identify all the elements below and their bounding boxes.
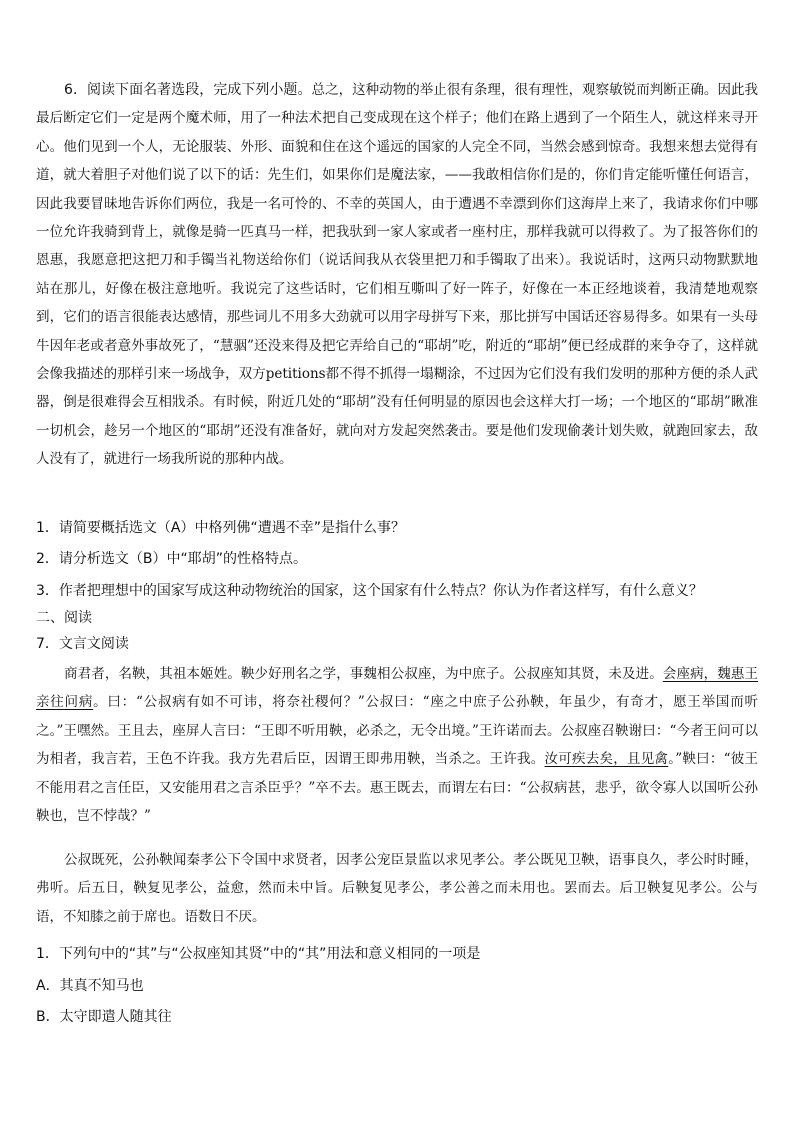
q6-subquestion-3: 3．作者把理想中的国家写成这种动物统治的国家，这个国家有什么特点？你认为作者这样写，有什么意义？ — [36, 583, 703, 599]
q6-instruction: 阅读下面名著选段，完成下列小题。 — [86, 82, 312, 98]
q6-passage — [36, 76, 758, 474]
q7-option-b: B．太守即遣人随其往 — [36, 1009, 172, 1025]
q7-p1-underlined-2: 汝可疾去矣，且见禽 — [544, 751, 669, 768]
q6-number: 6． — [64, 82, 87, 98]
q7-title: 7．文言文阅读 — [36, 636, 129, 652]
q7-classical-paragraph-2: 公叔既死，公孙鞅闻秦孝公下令国中求贤者，因孝公宠臣景监以求见孝公。孝公既见卫鞅，语事良久，孝公时时睡，弗听。后五日，鞅复见孝公，益愈，然而未中旨。后鞅复见孝公，孝公善之而未用也。罢而去。后卫鞅复见孝公。公与语，不知膝之前于席也。语数日不厌。 — [36, 852, 758, 925]
q6-subquestion-2: 2．请分析选文（B）中“耶胡”的性格特点。 — [36, 551, 308, 567]
q7-option-a: A．其真不知马也 — [36, 978, 144, 994]
q7-p1-text-2: 。曰：“公叔病有如不可讳，将奈社稷何？”公叔曰：“座之中庶子公孙鞅，年虽少，有奇才，愿王举国而听之。”王嘿然。王且去，座屏人言曰：“王即不听用鞅，必杀之，无令出境。”王许诺而去。公叔座召鞅谢曰：“今者王问可以为相者，我言若，王色不许我。我方先君后臣，因谓王即弗用鞅，当杀之。王许我。 — [36, 694, 758, 768]
q6-subquestion-1: 1．请简要概括选文（A）中格列佛“遭遇不幸”是指什么事？ — [36, 520, 405, 536]
q7-p1-text-1: 商君者，名鞅，其祖本姬姓。鞅少好刑名之学，事魏相公叔座，为中庶子。公叔座知其贤，未及进。 — [64, 666, 663, 682]
q7-classical-paragraph-1 — [36, 660, 758, 830]
q7-p1-underlined-1: 会座病，魏惠王亲往问病 — [36, 666, 759, 711]
q7-question-1: 1．下列句中的“其”与“公叔座知其贤”中的“其”用法和意义相同的一项是 — [36, 946, 481, 962]
section-heading: 二、阅读 — [36, 610, 92, 626]
q6-passage-text: 总之，这种动物的举止很有条理，很有理性，观察敏锐而判断正确。因此我最后断定它们一定是两个魔术师，用了一种法术把自己变成现在这个样子；他们在路上遇到了一个陌生人，就这样来寻开心。他们见到一个人，无论服装、外形、面貌和住在这个遥远的国家的人完全不同，当然会感到惊奇。我想来想去觉得有道，就大着胆子对他们说了以下的话：先生们，如果你们是魔法家，——我敢相信你们是的，你们肯定能听懂任何语言，因此我要冒昧地告诉你们两位，我是一名可怜的、不幸的英国人，由于遭遇不幸漂到你们这海岸上来了，我请求你们中哪一位允许我骑到背上，就像是骑一匹真马一样，把我驮到一家人家或者一座村庄，那样我就可以得救了。为了报答你们的恩惠，我愿意把这把刀和手镯当礼物送给你们（说话间我从衣袋里把刀和手镯取了出来）。我说话时，这两只动物默默地站在那儿，好像在极注意地听。我说完了这些话时，它们相互嘶叫了好一阵子，好像在一本正经地谈着，我清楚地观察到，它们的语言很能表达感情，那些词儿不用多大劲就可以用字母拼写下来，那比拼写中国话还容易得多。如果有一头母牛因年老或者意外事故死了，“慧骃”还没来得及把它弄给自己的“耶胡”吃，附近的“耶胡”便已经成群的来争夺了，这样就会像我描述的那样引来一场战争，双方petitions都不得不抓得一塌糊涂，不过因为它们没有我们发明的那种方便的杀人武器，倒是很难得会互相戕杀。有时候，附近几处的“耶胡”没有任何明显的原因也会这样大打一场；一个地区的“耶胡”瞅准一切机会，趁另一个地区的“耶胡”还没有准备好，就向对方发起突然袭击。要是他们发现偷袭计划失败，就跑回家去，敌人没有了，就进行一场我所说的那种内战。 — [36, 82, 759, 468]
q7-p1-text-3: 。”鞅曰：“彼王不能用君之言任臣，又安能用君之言杀臣乎？”卒不去。惠王既去，而谓左右曰：“公叔病甚，悲乎，欲令寡人以国听公孙鞅也，岂不悖哉？” — [36, 751, 758, 825]
